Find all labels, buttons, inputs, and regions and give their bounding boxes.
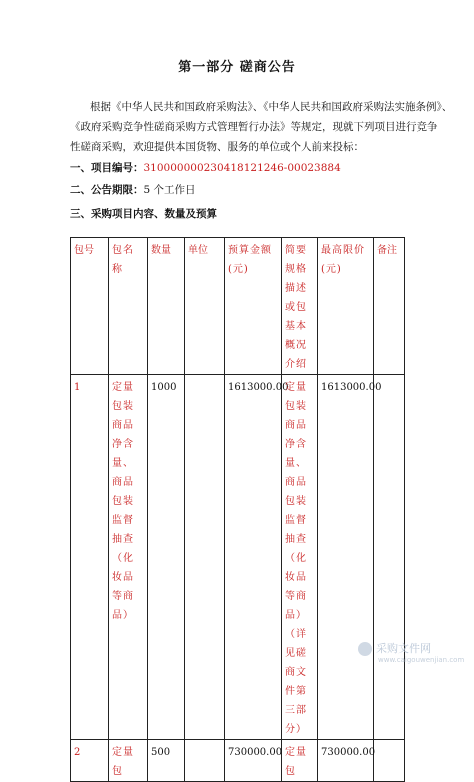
cell-budget: 730000.00 [225,740,282,782]
cell-qty: 500 [148,740,185,782]
cell-max-price: 730000.00 [318,740,374,782]
cell-brief: 定量包 [282,740,318,782]
header-remark: 备注 [374,238,405,375]
watermark-logo-icon [358,642,372,656]
intro-line: 根据《中华人民共和国政府采购法》、《中华人民共和国政府采购法实施条例》、 [90,101,453,113]
intro-line: 性磋商采购，欢迎提供本国货物、服务的单位或个人前来投标： [70,141,364,153]
notice-period-item [70,182,196,197]
cell-pkg-name: 定量包 [109,740,148,782]
header-brief: 简要规格描述或包基本概况介绍 [282,238,318,375]
cell-unit [185,375,225,740]
watermark-name: 采购文件网 [376,642,431,655]
cell-max-price: 1613000.00 [318,375,374,740]
header-max-price: 最高限价(元) [318,238,374,375]
notice-period-label: 二、公告期限： [70,184,144,196]
section-three-heading: 三、采购项目内容、数量及预算 [70,208,217,220]
header-qty: 数量 [148,238,185,375]
table-header-row [71,238,405,375]
cell-unit [185,740,225,782]
header-unit: 单位 [185,238,225,375]
table-row [71,740,405,782]
procurement-table [70,237,405,782]
cell-pkg-name: 定量包装商品净含量、商品包装监督抽查（化妆品等商品） [109,375,148,740]
header-pkg-no: 包号 [71,238,109,375]
cell-qty: 1000 [148,375,185,740]
intro-line: 《政府采购竞争性磋商采购方式管理暂行办法》等规定，现就下列项目进行竞争 [70,121,438,133]
watermark [358,640,464,664]
cell-pkg-no: 2 [71,740,109,782]
page-title: 第一部分 磋商公告 [178,60,296,75]
header-budget: 预算金额(元) [225,238,282,375]
cell-remark [374,740,405,782]
watermark-url: www.caigouwenjian.com [378,656,465,664]
intro-paragraph [70,97,453,157]
cell-brief: 定量包装商品净含量、商品包装监督抽查（化妆品等商品）（详见磋商文件第三部分） [282,375,318,740]
cell-pkg-no: 1 [71,375,109,740]
notice-period-value: 5 个工作日 [143,184,196,196]
project-number-label: 一、项目编号： [70,162,144,174]
table-row [71,375,405,740]
cell-budget: 1613000.00 [225,375,282,740]
project-number-value: 310000000230418121246-00023884 [143,162,341,174]
header-pkg-name: 包名称 [109,238,148,375]
cell-remark [374,375,405,740]
project-number-item [70,160,341,175]
